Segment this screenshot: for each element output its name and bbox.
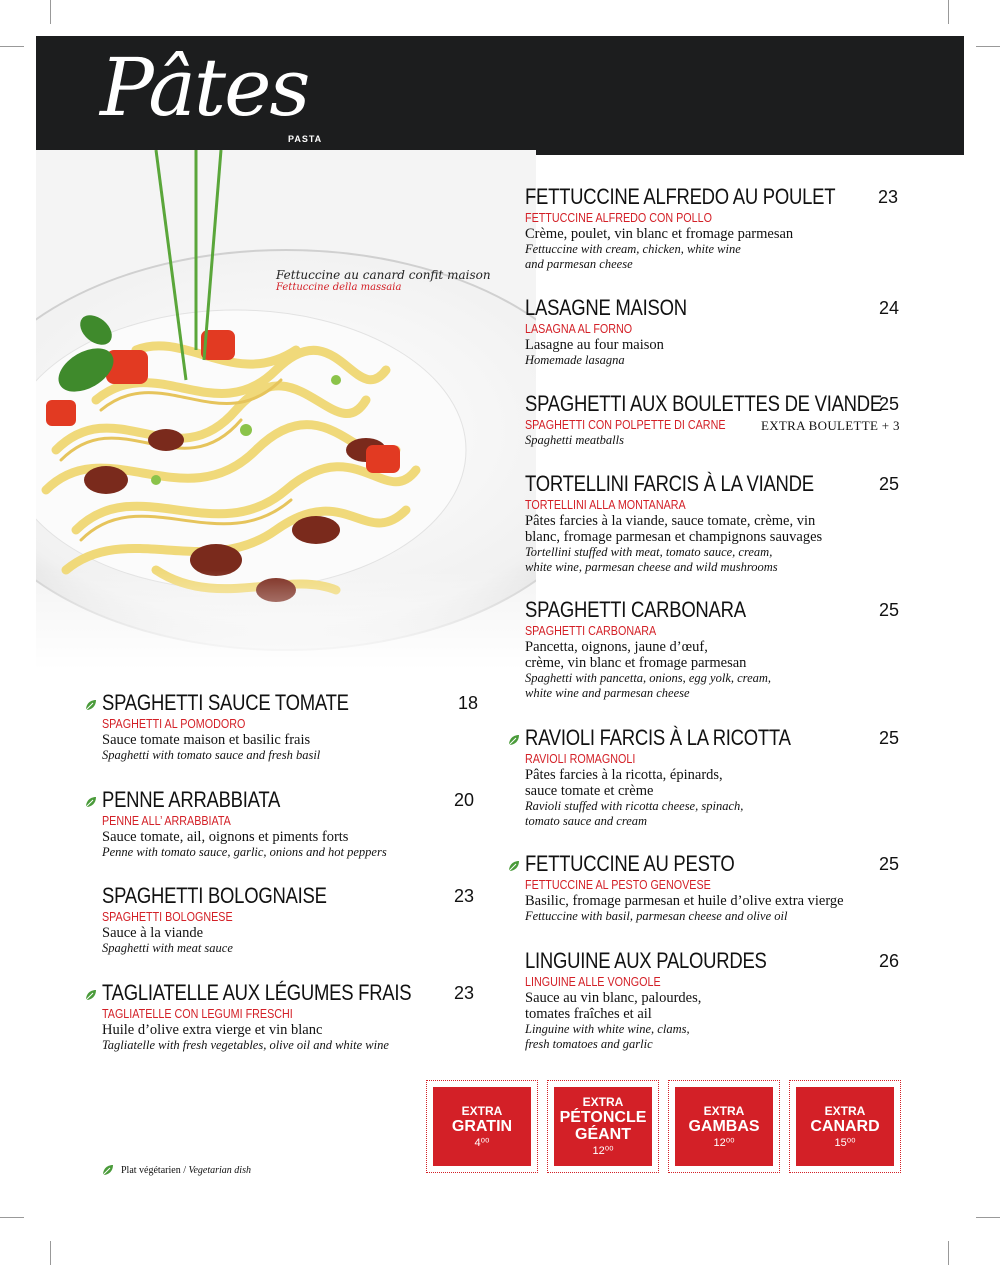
crop-mark [976,46,1000,47]
menu-item-spaghetti-aux-boulettes-de-viande [525,391,900,448]
dish-description-fr: blanc, fromage parmesan et champignons sauvages [525,529,823,545]
page-title: Pâtes [100,41,309,134]
extra-label: EXTRA [461,1103,503,1118]
dish-italian-name: LASAGNA AL FORNO [525,322,633,336]
dish-name: LINGUINE AUX PALOURDES [525,948,767,973]
dish-italian-name: PENNE ALL’ ARRABBIATA [102,814,231,828]
extra-name: GAMBAS [688,1117,760,1135]
dish-price: 25 [879,854,900,874]
dish-description-en: white wine and parmesan cheese [525,686,690,700]
vegetarian-leaf-icon [507,733,521,747]
dish-price: 23 [878,187,899,207]
dish-name: PENNE ARRABBIATA [102,787,281,812]
dish-italian-name: LINGUINE ALLE VONGOLE [525,975,661,989]
dish-italian-name: RAVIOLI ROMAGNOLI [525,752,636,766]
dish-price: 23 [454,983,475,1003]
extra-name: GÉANT [575,1126,631,1143]
dish-description-fr: Crème, poulet, vin blanc et fromage parmesan [525,226,794,242]
dish-description-fr: Pâtes farcies à la ricotta, épinards, [525,767,723,783]
header-banner [36,36,964,155]
dish-description-fr: tomates fraîches et ail [525,1006,652,1022]
menu-item-tortellini-farcis-a-la-viande [525,471,900,575]
extra-gratin-box [426,1080,538,1173]
dish-name: SPAGHETTI AUX BOULETTES DE VIANDE [525,391,882,416]
menu-item-fettuccine-alfredo-au-poulet [525,184,900,272]
crop-mark [0,46,24,47]
dish-name: SPAGHETTI BOLOGNAISE [102,883,327,908]
menu-item-spaghetti-bolognaise [102,883,474,956]
dish-price: 25 [879,394,900,414]
dish-description-en: fresh tomatoes and garlic [525,1037,653,1051]
dish-italian-name: SPAGHETTI CON POLPETTE DI CARNE [525,418,726,432]
extra-price: 12⁰⁰ [713,1136,735,1149]
dish-italian-name: FETTUCCINE AL PESTO GENOVESE [525,878,711,892]
extra-name: GRATIN [451,1117,513,1135]
dish-description-fr: Sauce à la viande [102,925,204,941]
dish-name: RAVIOLI FARCIS À LA RICOTTA [525,725,791,750]
menu-item-tagliatelle-aux-legumes-frais [102,980,474,1053]
menu-item-spaghetti-sauce-tomate [102,690,479,763]
dish-name: TAGLIATELLE AUX LÉGUMES FRAIS [102,980,412,1005]
dish-italian-name: FETTUCCINE ALFREDO CON POLLO [525,211,712,225]
extra-gambas-box [668,1080,780,1173]
extra-name: PÉTONCLE [559,1109,647,1126]
vegetarian-leaf-icon [507,859,521,873]
dish-description-fr: Sauce tomate, ail, oignons et piments forts [102,829,349,845]
dish-name: LASAGNE MAISON [525,295,687,320]
page-subtitle: PASTA [288,134,323,144]
crop-mark [948,1241,949,1265]
dish-description-fr: Pâtes farcies à la viande, sauce tomate, crème, vin [525,513,816,529]
dish-price: 26 [879,951,900,971]
crop-mark [50,0,51,24]
extra-price: 15⁰⁰ [834,1136,856,1149]
dish-name: SPAGHETTI CARBONARA [525,597,746,622]
dish-description-en: Fettuccine with basil, parmesan cheese and olive oil [525,909,788,923]
vegetarian-leaf-icon [84,698,98,712]
extra-label: EXTRA [824,1103,866,1118]
dish-description-fr: sauce tomate et crème [525,783,654,799]
dish-description-fr: Sauce au vin blanc, palourdes, [525,990,702,1006]
vegetarian-leaf-icon [101,1163,115,1177]
dish-description-fr: Huile d’olive extra vierge et vin blanc [102,1022,323,1038]
dish-description-fr: Lasagne au four maison [525,337,664,353]
dish-name: FETTUCCINE ALFREDO AU POULET [525,184,836,209]
dish-price: 25 [879,600,900,620]
dish-description-en: Tagliatelle with fresh vegetables, olive oil and white wine [102,1038,389,1052]
vegetarian-leaf-icon [84,795,98,809]
dish-price: 23 [454,886,475,906]
dish-italian-name: SPAGHETTI CARBONARA [525,624,657,638]
extra-price: 12⁰⁰ [592,1145,614,1157]
legend-en: Vegetarian dish [188,1164,251,1176]
dish-description-fr: crème, vin blanc et fromage parmesan [525,655,747,671]
dish-description-en: tomato sauce and cream [525,814,648,828]
menu-item-fettuccine-au-pesto [525,851,900,924]
dish-price: 20 [454,790,475,810]
photo-caption-it: Fettuccine della massaia [276,282,402,293]
legend-fr: Plat végétarien [121,1164,181,1176]
menu-item-linguine-aux-palourdes [525,948,900,1052]
vegetarian-leaf-icon [84,988,98,1002]
dish-description-en: Penne with tomato sauce, garlic, onions and hot peppers [102,845,387,859]
menu-item-penne-arrabbiata [102,787,474,860]
menu-item-lasagne-maison [525,295,900,368]
dish-price: 25 [879,728,900,748]
dish-description-en: Ravioli stuffed with ricotta cheese, spinach, [525,799,744,813]
extra-petoncle-geant-box [547,1080,659,1173]
extra-label: EXTRA [582,1095,624,1109]
dish-price: 25 [879,474,900,494]
crop-mark [50,1241,51,1265]
crop-mark [0,1217,24,1218]
dish-description-en: and parmesan cheese [525,257,633,271]
dish-description-en: Tortellini stuffed with meat, tomato sauce, cream, [525,545,773,559]
dish-italian-name: TORTELLINI ALLA MONTANARA [525,498,686,512]
dish-description-en: Spaghetti with meat sauce [102,941,233,955]
dish-description-en: white wine, parmesan cheese and wild mushrooms [525,560,778,574]
dish-description-en: Spaghetti meatballs [525,433,624,447]
dish-name: FETTUCCINE AU PESTO [525,851,735,876]
vegetarian-legend [101,1163,251,1177]
dish-italian-name: SPAGHETTI BOLOGNESE [102,910,233,924]
dish-description-en: Homemade lasagna [525,353,625,367]
dish-italian-name: SPAGHETTI AL POMODORO [102,717,246,731]
dish-extra-option: EXTRA BOULETTE + 3 [761,418,900,433]
dish-description-en: Fettuccine with cream, chicken, white wine [525,242,741,256]
dish-description-fr: Pancetta, oignons, jaune d’œuf, [525,639,708,655]
dish-italian-name: TAGLIATELLE CON LEGUMI FRESCHI [102,1007,293,1021]
extra-label: EXTRA [703,1103,745,1118]
dish-description-fr: Sauce tomate maison et basilic frais [102,732,311,748]
dish-description-en: Spaghetti with tomato sauce and fresh basil [102,748,321,762]
dish-name: TORTELLINI FARCIS À LA VIANDE [525,471,814,496]
extra-name: CANARD [810,1117,880,1135]
photo-caption [276,268,491,293]
pasta-photo [36,150,536,670]
extra-price: 4⁰⁰ [474,1136,490,1149]
dish-description-en: Linguine with white wine, clams, [525,1022,690,1036]
dish-price: 18 [458,693,479,713]
legend-separator: / [180,1164,189,1176]
dish-description-en: Spaghetti with pancetta, onions, egg yolk, cream, [525,671,772,685]
menu-item-ravioli-farcis-a-la-ricotta [525,725,900,829]
photo-caption-fr: Fettuccine au canard confit maison [276,268,491,282]
dish-description-fr: Basilic, fromage parmesan et huile d’olive extra vierge [525,893,844,909]
crop-mark [976,1217,1000,1218]
extra-canard-box [789,1080,901,1173]
menu-item-spaghetti-carbonara [525,597,900,701]
dish-price: 24 [879,298,900,318]
crop-mark [948,0,949,24]
dish-name: SPAGHETTI SAUCE TOMATE [102,690,349,715]
